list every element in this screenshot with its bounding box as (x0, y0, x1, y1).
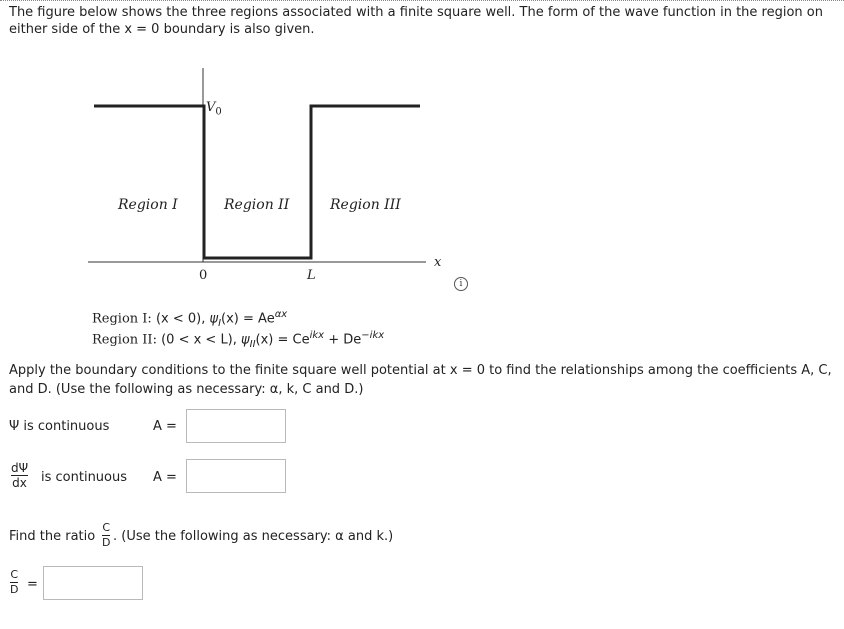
c-over-d-fraction: C D (10, 568, 19, 596)
origin-label: 0 (199, 268, 208, 283)
q2-answer-input[interactable] (186, 459, 286, 493)
info-circle-icon[interactable]: i (454, 277, 468, 291)
region-2-equation: Region II: (0 < x < L), $\psi_{II}(x) = Ce^{ikx} + De^{-ikx}$ (92, 330, 385, 350)
ratio-suffix: . (Use the following as necessary: α and k.) (113, 529, 394, 544)
intro-line-1: The figure below shows the three regions associated with a finite square well. The form of the wave function in the region on (9, 5, 823, 20)
instructions-line-1: Apply the boundary conditions to the finite square well potential at x = 0 to find the relationships among the coefficients A, C, (9, 363, 832, 378)
q1-answer-input[interactable] (186, 409, 286, 443)
q1-label: Ψ is continuous (9, 419, 110, 434)
x-axis-label: x (434, 255, 442, 270)
q2-label: is continuous (41, 470, 128, 485)
square-well-diagram (0, 0, 844, 300)
ratio-prefix: Find the ratio (9, 529, 96, 544)
region-2-label: Region II (224, 197, 290, 213)
intro-line-2: either side of the x = 0 boundary is also given. (9, 22, 315, 37)
ratio-fraction: C D (102, 521, 111, 549)
instructions-line-2: and D. (Use the following as necessary: α, k, C and D.) (9, 382, 364, 397)
ratio-equals: = (27, 577, 38, 592)
L-label: L (307, 268, 316, 283)
q2-lhs: A = (153, 470, 177, 485)
q1-lhs: A = (153, 419, 177, 434)
potential-well-curve (94, 106, 420, 258)
region-3-label: Region III (330, 197, 401, 213)
v0-label: $V_0$ (206, 100, 222, 118)
dpsi-dx-fraction: dΨ dx (11, 461, 29, 490)
region-1-label: Region I (118, 197, 178, 213)
region-1-equation: Region I: (x < 0), $\psi_I(x) = Ae^{\alpha x}$ (92, 309, 288, 329)
ratio-answer-input[interactable] (43, 566, 143, 600)
